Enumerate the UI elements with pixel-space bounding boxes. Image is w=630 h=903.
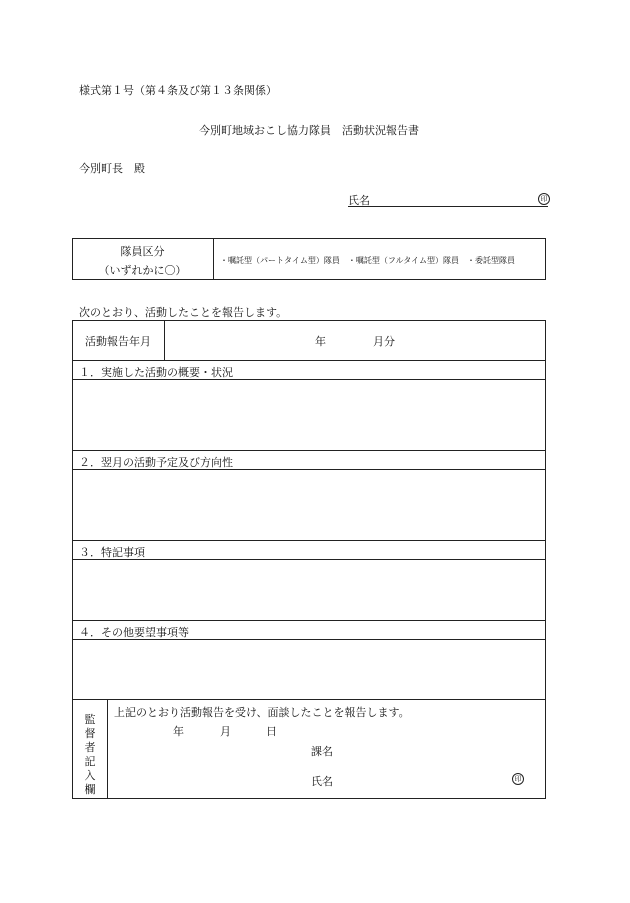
category-options[interactable]: ・嘱託型（パートタイム型）隊員 ・嘱託型（フルタイム型）隊員 ・委託型隊員 xyxy=(220,256,516,265)
section-notes-field[interactable] xyxy=(73,560,545,619)
supervisor-year-label: 年 xyxy=(173,725,184,738)
period-year: 年 xyxy=(315,335,326,348)
supervisor-label: 監督者記入欄 xyxy=(84,713,96,796)
period-month: 月分 xyxy=(373,335,395,348)
section-activities-field[interactable] xyxy=(73,380,545,449)
period-label: 活動報告年月 xyxy=(85,335,151,348)
section-plans-field[interactable] xyxy=(73,470,545,539)
intro-text: 次のとおり、活動したことを報告します。 xyxy=(79,306,288,319)
category-label-note: （いずれかに〇） xyxy=(98,264,187,277)
section-activities-header: １．実施した活動の概要・状況 xyxy=(79,366,233,379)
supervisor-name-label: 氏名 xyxy=(311,775,333,788)
form-number: 様式第１号（第４条及び第１３条関係） xyxy=(79,84,277,97)
supervisor-section-label: 課名 xyxy=(311,745,333,758)
section-plans-header: ２．翌月の活動予定及び方向性 xyxy=(79,456,233,469)
section-notes-header: ３．特記事項 xyxy=(79,546,145,559)
reporter-seal-icon: 印 xyxy=(538,193,550,205)
supervisor-seal-icon: 印 xyxy=(512,773,524,785)
document-title: 今別町地域おこし協力隊員 活動状況報告書 xyxy=(199,124,419,137)
addressee: 今別町長 殿 xyxy=(79,162,145,175)
section-requests-header: ４．その他要望事項等 xyxy=(79,626,189,639)
reporter-name-line[interactable] xyxy=(348,206,548,207)
reporter-name-label: 氏名 xyxy=(348,194,370,207)
section-requests-field[interactable] xyxy=(73,640,545,698)
supervisor-day-label: 日 xyxy=(266,725,277,738)
supervisor-statement: 上記のとおり活動報告を受け、面談したことを報告します。 xyxy=(114,706,410,719)
category-label: 隊員区分 xyxy=(120,245,165,258)
supervisor-month-label: 月 xyxy=(220,725,231,738)
